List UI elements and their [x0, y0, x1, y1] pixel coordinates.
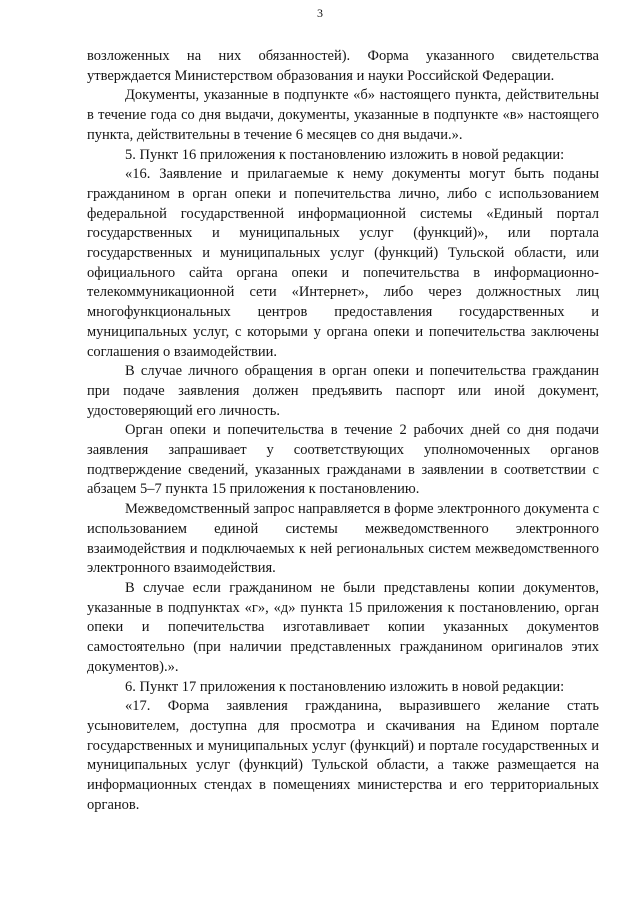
paragraph-item-5-heading: 5. Пункт 16 приложения к постановлению изложить в новой редакции:: [125, 146, 565, 163]
page-number: 3: [317, 6, 323, 20]
paragraph-verification-request: Орган опеки и попечительства в течение 2 рабочих дней со дня подачи заявления запрашивает у соответствующих уполномоченных органов подтверждение сведений, указанных гражданами в заявлении в соответствии с абзацем 5–7 пункта 15 приложения к постановлению.: [87, 422, 599, 498]
paragraph-item-16-text: «16. Заявление и прилагаемые к нему документы могут быть поданы гражданином в орган опеки и попечительства лично, либо с использованием федеральной государственной информационной системы «Единый портал государственных и муниципальных услуг (функций)», или портала государственных и муниципальных услуг (функций) Тульской области, или официального сайта органа опеки и попечительства в информационно-телекоммуникационной сети «Интернет», либо через должностных лиц многофункциональных центров предоставления государственных и муниципальных услуг, с которыми у органа опеки и попечительства заключены соглашения о взаимодействии.: [87, 166, 599, 360]
paragraph-continuation: возложенных на них обязанностей). Форма указанного свидетельства утверждается Министерством образования и науки Российской Федерации.: [87, 48, 599, 84]
paragraph-documents-validity: Документы, указанные в подпункте «б» настоящего пункта, действительны в течение года со дня выдачи, документы, указанные в подпункте «в» настоящего пункта, действительны в течение 6 месяцев со дня выдачи.».: [87, 87, 599, 143]
document-body: [87, 47, 599, 815]
paragraph-document-copies: В случае если гражданином не были представлены копии документов, указанные в подпунктах «г», «д» пункта 15 приложения к постановлению, орган опеки и попечительства изготавливает копии указанных документов самостоятельно (при наличии представленных гражданином оригиналов этих документов).».: [87, 579, 599, 675]
paragraph-item-17-text: «17. Форма заявления гражданина, выразившего желание стать усыновителем, доступна для просмотра и скачивания на Едином портале государственных и муниципальных услуг (функций) и портале государственных и муниципальных услуг (функций) Тульской области, а также размещается на информационных стендах в помещениях министерства и его территориальных органов.: [87, 698, 599, 813]
paragraph-item-6-heading: 6. Пункт 17 приложения к постановлению изложить в новой редакции:: [125, 678, 565, 695]
paragraph-interagency-request: Межведомственный запрос направляется в форме электронного документа с использованием единой системы межведомственного электронного взаимодействия и подключаемых к ней региональных систем межведомственного электронного взаимодействия.: [87, 501, 599, 577]
paragraph-personal-appeal: В случае личного обращения в орган опеки и попечительства гражданин при подаче заявления должен предъявить паспорт или иной документ, удостоверяющий его личность.: [87, 363, 599, 419]
